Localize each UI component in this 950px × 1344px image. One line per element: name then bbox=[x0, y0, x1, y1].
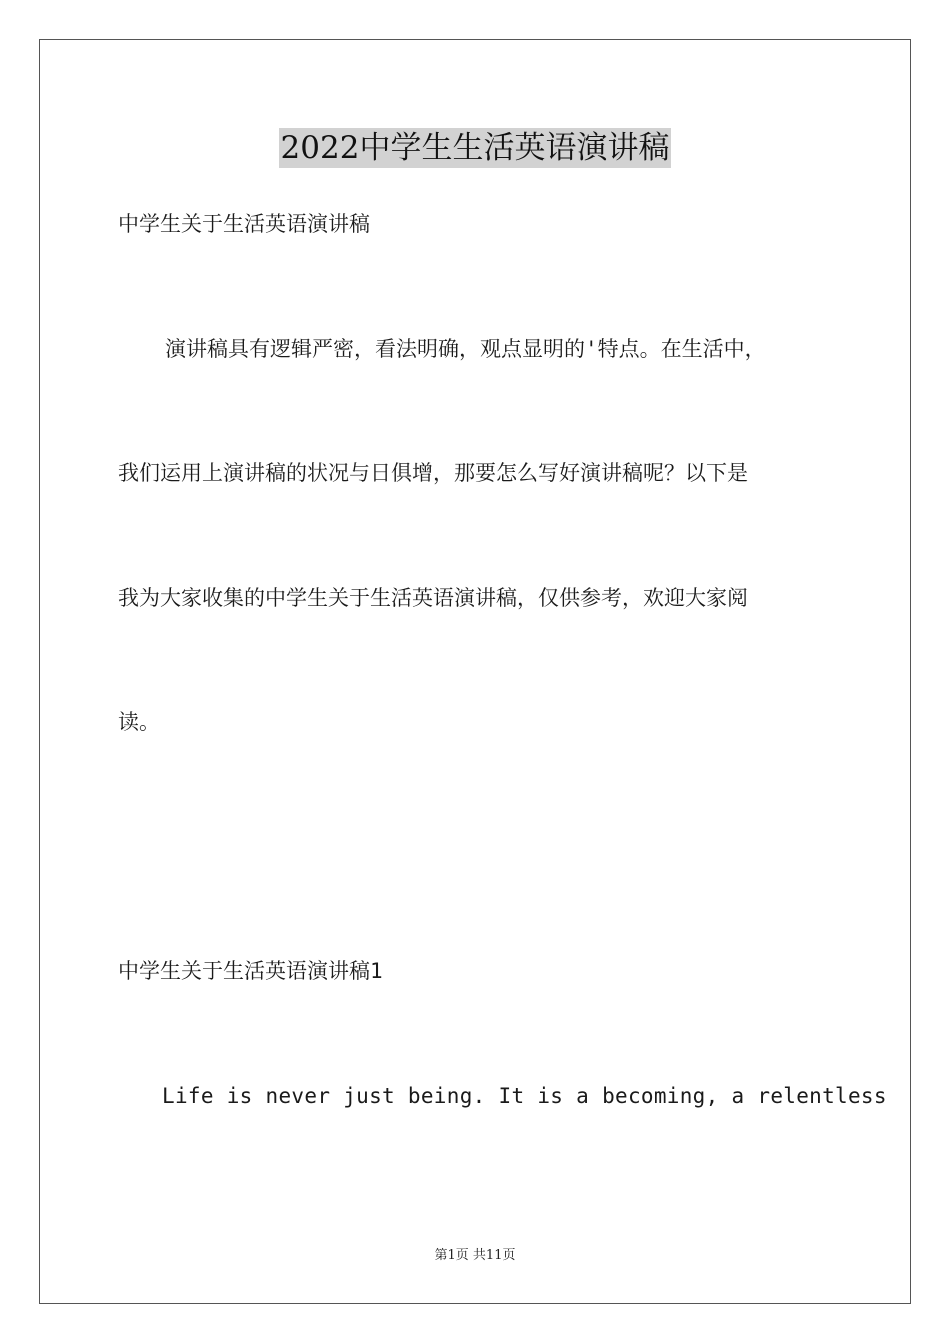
english-paragraph-line: Life is never just being. It is a becoming, a relentless bbox=[162, 1084, 887, 1108]
intro-line-4: 读。 bbox=[118, 710, 160, 734]
page-number-footer: 第1页 共11页 bbox=[434, 1248, 516, 1263]
document-title: 2022中学生生活英语演讲稿 bbox=[280, 130, 670, 166]
document-subtitle: 中学生关于生活英语演讲稿 bbox=[118, 212, 370, 236]
section-heading: 中学生关于生活英语演讲稿1 bbox=[118, 959, 383, 983]
title-container bbox=[0, 128, 950, 168]
intro-line-1: 演讲稿具有逻辑严密，看法明确，观点显明的'特点。在生活中， bbox=[165, 337, 766, 361]
intro-line-2: 我们运用上演讲稿的状况与日俱增，那要怎么写好演讲稿呢？以下是 bbox=[118, 461, 748, 485]
intro-line-3: 我为大家收集的中学生关于生活英语演讲稿，仅供参考，欢迎大家阅 bbox=[118, 586, 748, 610]
